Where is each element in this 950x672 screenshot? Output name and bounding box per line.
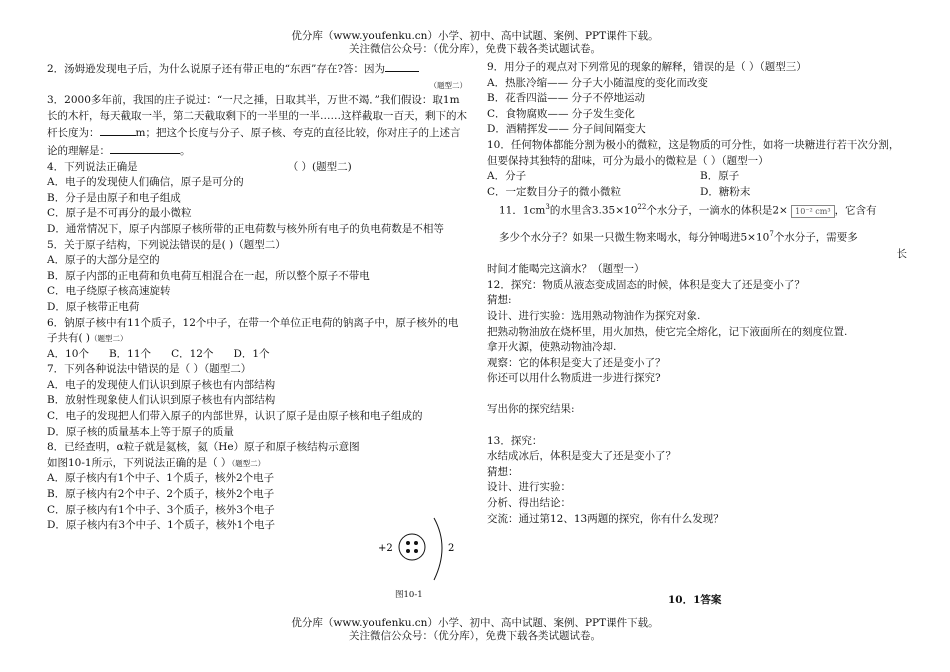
header-line-2: 关注微信公众号：（优分库），免费下载各类试题试卷。	[349, 43, 601, 55]
helium-atom-diagram	[370, 510, 470, 600]
q13-design: 设计、进行实验：	[487, 481, 571, 494]
q6-options: A．10个 B．11个 C．12个 D．1个	[47, 347, 270, 360]
question-13: 13．探究：	[487, 434, 543, 447]
q8-option-c: C．原子核内有1个中子、3个质子，核外3个电子	[47, 503, 275, 516]
left-column	[47, 60, 467, 534]
question-10: 10．任何物体都能分割为极小的微粒，这是物质的可分性，如将一块糖进行若干次分割，但要保持其独特的甜味，可分为最小的微粒是（ ）（题型一）	[487, 138, 900, 167]
nucleus-particle	[414, 541, 418, 545]
q8-option-d: D．原子核内有3个中子、1个质子，核外1个电子	[47, 519, 275, 532]
header-line-1: 优分库（www.youfenku.cn）小学、初中、高中试题、案例、PPT课件下载。	[291, 30, 659, 42]
q13-analyze: 分析、得出结论：	[487, 497, 571, 510]
question-11: 11．$1cm^3$的水里含$3.35\times 10^{22}$个水分子，一滴水的体积是2× 10⁻² cm³ ，它含有	[499, 203, 877, 217]
q13-question: 水结成冰后，体积是变大了还是变小了？	[487, 450, 676, 463]
question-9: 9．用分子的观点对下列常见的现象的解释，错误的是（ ）（题型三）	[487, 61, 807, 73]
footer-line-1: 优分库（www.youfenku.cn）小学、初中、高中试题、案例、PPT课件下载。	[291, 617, 659, 629]
right-column	[487, 60, 907, 527]
q5-option-a: A．原子的大部分是空的	[47, 254, 160, 267]
nucleus-particle	[414, 549, 418, 553]
q9-option-c: C．食物腐败—— 分子发生变化	[487, 107, 635, 120]
q7-option-c: C．电子的发现把人们带入原子的内部世界，认识了原子是由原子核和电子组成的	[47, 410, 423, 423]
q12-observe: 观察：它的体积是变大了还是变小了？	[487, 356, 666, 369]
question-11-cont: 多少个水分子？如果一只微生物来喝水，每分钟喝进$5\times 10^7$个水分子，需要多	[499, 230, 858, 244]
q4-option-b: B．分子是由原子和电子组成	[47, 191, 181, 204]
answer-blank[interactable]	[110, 142, 180, 154]
electron-shell-arc	[434, 518, 442, 580]
nucleus-particle	[406, 541, 410, 545]
q12-result: 写出你的探究结果:	[487, 403, 575, 416]
volume-formula: 10⁻² cm³	[791, 205, 834, 218]
question-8: 8．已经查明，α粒子就是氦核，氦（He）原子和原子核结构示意图如图10-1所示，下列说法正确的是（ ）（题型二）	[47, 441, 360, 469]
q12-guess: 猜想:	[487, 294, 512, 307]
q8-option-b: B．原子核内有2个中子、2个质子，核外2个电子	[47, 488, 275, 501]
nucleus-particle	[406, 549, 410, 553]
q5-option-b: B．原子内部的正电荷和负电荷互相混合在一起，所以整个原子不带电	[47, 269, 370, 282]
question-5: 5．关于原子结构，下列说法错误的是( )（题型二）	[47, 238, 286, 251]
question-11-wrap: 长	[896, 247, 907, 260]
shell-electron-count: 2	[448, 543, 455, 554]
q12-step-2: 拿开火源，使熟动物油冷却.	[487, 341, 617, 354]
q12-design: 设计、进行实验：选用熟动物油作为探究对象.	[487, 309, 701, 322]
page-header	[0, 30, 950, 56]
question-3: 3．2000多年前，我国的庄子说过：“一尺之捶，日取其半，万世不竭．”我们假设：取1m长的木杆，每天截取一半，第二天截取剩下的一半里的一半……这样截取一百天，剩下的木杆长度为： m；把这个长度与分子、原子核、夸克的直径比较，你对庄子的上述言论的理解是： 。	[47, 94, 467, 157]
q7-option-d: D．原子核的质量基本上等于原子的质量	[47, 425, 234, 438]
q7-option-a: A．电子的发现使人们认识到原子核也有内部结构	[47, 378, 276, 391]
question-2-tag: （题型二）	[429, 80, 467, 90]
question-6: 6．钠原子核中有11个质子，12个中子，在带一个单位正电荷的钠离子中，原子核外的电子共有( )（题型二）	[47, 316, 459, 345]
nucleus-charge-label: +2	[378, 543, 393, 554]
answer-blank[interactable]	[100, 124, 136, 136]
answer-blank[interactable]	[385, 60, 419, 72]
q12-further: 你还可以用什么物质进一步进行探究?	[487, 372, 661, 385]
q9-option-b: B．花香四溢—— 分子不停地运动	[487, 92, 646, 105]
q4-option-d: D．通常情况下，原子内部原子核所带的正电荷数与核外所有电子的负电荷数是不相等	[47, 222, 444, 235]
question-11-end: 时间才能喝完这滴水？（题型一）	[487, 263, 645, 276]
footer-line-2: 关注微信公众号：（优分库），免费下载各类试题试卷。	[349, 630, 601, 642]
q4-option-c: C．原子是不可再分的最小微粒	[47, 207, 192, 220]
q4-option-a: A．电子的发现使人们确信，原子是可分的	[47, 176, 244, 189]
q7-option-b: B．放射性现象使人们认识到原子核也有内部结构	[47, 394, 276, 407]
q10-options-row-2: C．一定数目分子的微小微粒 D．糖粉末	[487, 185, 751, 198]
question-4: 4．下列说法正确是 （ ）(题型二)	[47, 160, 352, 173]
q12-step-1: 把熟动物油放在烧杯里，用火加热，使它完全熔化，记下液面所在的刻度位置.	[487, 325, 848, 338]
question-12: 12．探究：物质从液态变成固态的时候，体积是变大了还是变小了？	[487, 278, 805, 291]
q10-options-row-1: A．分子 B．原子	[487, 170, 740, 183]
page-footer	[0, 617, 950, 643]
question-2: 2．汤姆逊发现电子后，为什么说原子还有带正电的“东西”存在?答：因为	[47, 60, 467, 78]
figure-caption: 图10-1	[395, 590, 423, 600]
answer-section-title: 10．1答案	[668, 594, 722, 606]
q13-guess: 猜想：	[487, 465, 519, 478]
q13-communicate: 交流：通过第12、13两题的探究，你有什么发现？	[487, 512, 724, 525]
question-7: 7．下列各种说法中错误的是（ ）（题型二）	[47, 363, 252, 376]
q5-option-d: D．原子核带正电荷	[47, 300, 140, 313]
nucleus-circle	[399, 534, 425, 560]
q9-option-a: A．热胀冷缩—— 分子大小随温度的变化而改变	[487, 76, 708, 89]
q5-option-c: C．电子绕原子核高速旋转	[47, 285, 171, 298]
q9-option-d: D．酒精挥发—— 分子间间隔变大	[487, 123, 646, 136]
q8-option-a: A．原子核内有1个中子、1个质子，核外2个电子	[47, 472, 275, 485]
